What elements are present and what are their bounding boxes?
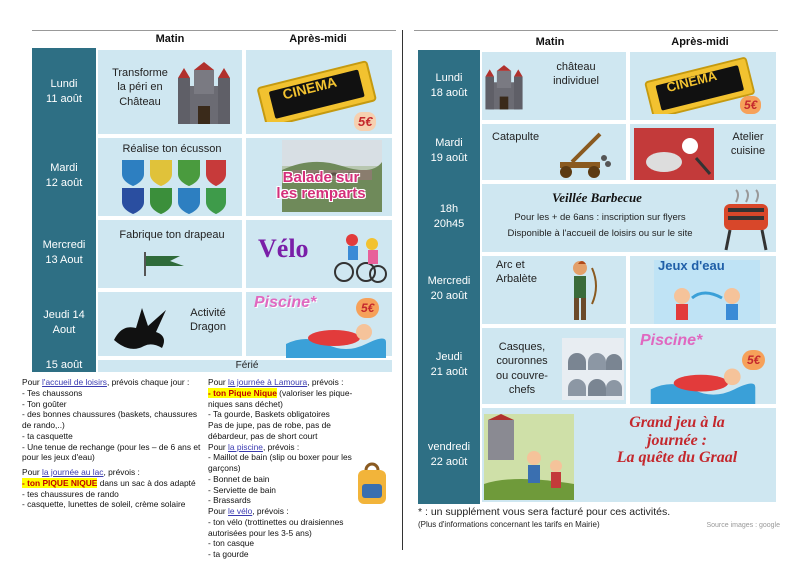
note-text: , prévois : bbox=[307, 377, 344, 387]
right-cell-mardi-apres bbox=[628, 122, 778, 182]
right-day-1: Lundi 18 août bbox=[418, 52, 480, 120]
left-cell-mardi-matin bbox=[96, 136, 244, 218]
note-item: - tes chaussures de rando bbox=[22, 488, 119, 499]
piscine-label: Piscine* bbox=[254, 294, 317, 311]
activity-label: Arc et Arbalète bbox=[496, 259, 537, 286]
right-day-3: 18h 20h45 bbox=[418, 182, 480, 252]
left-header-afternoon: Après-midi bbox=[289, 33, 347, 45]
notes-left bbox=[22, 377, 204, 510]
note-item: - casquette, lunettes de soleil, crème solaire bbox=[22, 499, 186, 510]
backpack-icon bbox=[352, 462, 392, 506]
piscine-label: Piscine* bbox=[640, 332, 703, 349]
price-badge: 5€ bbox=[356, 298, 379, 318]
left-day-5: 15 août bbox=[32, 358, 96, 372]
note-item: - Maillot de bain (slip ou boxer pour les garçons) bbox=[208, 452, 352, 473]
activity-label: Transforme la péri en Château bbox=[112, 67, 168, 108]
note-item: - Serviette de bain bbox=[208, 484, 276, 495]
activity-label: Activité Dragon bbox=[189, 307, 227, 334]
notes-mid bbox=[208, 377, 368, 560]
note-text: Pour bbox=[208, 506, 229, 516]
note-item: - ta casquette bbox=[22, 430, 73, 441]
note-highlight: - ton Pique Nique bbox=[208, 387, 277, 398]
right-header-morning: Matin bbox=[535, 36, 565, 48]
note-item: - Bonnet de bain bbox=[208, 473, 270, 484]
note-item: Pas de jupe, pas de robe, pas de débardeur, pas de short court bbox=[208, 420, 331, 441]
right-cell-lundi-matin bbox=[480, 50, 628, 122]
note-item: - Une tenue de rechange (pour les – de 6 ans et pour les jeux d'eau) bbox=[22, 441, 201, 463]
note-text: , prévois : bbox=[262, 441, 300, 452]
note-text: dans un sac à dos adapté bbox=[97, 477, 196, 488]
note-link: l'accueil de loisirs bbox=[42, 377, 107, 387]
note-item: - des bonnes chaussures (baskets, chaussures de rando,..) bbox=[22, 409, 198, 430]
veillee-line1: Pour les + de 6ans : inscription sur flyers bbox=[514, 212, 686, 223]
kids-bikes-icon bbox=[332, 228, 390, 284]
note-link: la journée à Lamoura bbox=[228, 377, 308, 387]
left-day-4: Jeudi 14 Aout bbox=[32, 290, 96, 356]
note-text: , prévois : bbox=[103, 467, 140, 477]
note-highlight: - ton PIQUE NIQUE bbox=[22, 477, 98, 488]
cinema-label: CINEMA bbox=[280, 73, 339, 103]
flag-icon bbox=[140, 250, 190, 278]
left-day-2: Mardi 12 août bbox=[32, 136, 96, 216]
activity-label: Atelier cuisine bbox=[730, 131, 766, 158]
note-item: - ta gourde bbox=[208, 549, 249, 559]
grand-jeu-label: Grand jeu à la journée : La quête du Graal bbox=[616, 414, 738, 467]
left-day-3: Mercredi 13 Aout bbox=[32, 218, 96, 288]
archer-icon bbox=[560, 258, 600, 324]
velo-label: Vélo bbox=[258, 234, 309, 263]
cinema-label: CINEMA bbox=[664, 68, 719, 95]
right-cell-mercredi-apres bbox=[628, 254, 778, 326]
left-cell-mercredi-matin bbox=[96, 218, 244, 290]
left-cell-mercredi-apres bbox=[244, 218, 394, 290]
right-day-5: Jeudi 21 août bbox=[418, 326, 480, 404]
image-source: Source images : google bbox=[706, 522, 780, 529]
knights-castle-icon bbox=[484, 414, 574, 500]
right-cell-veillee bbox=[480, 182, 778, 254]
left-cell-lundi-apres bbox=[244, 48, 394, 136]
left-header-morning: Matin bbox=[155, 33, 185, 45]
note-link: la piscine bbox=[228, 441, 263, 452]
price-badge: 5€ bbox=[742, 350, 765, 370]
cooking-icon bbox=[634, 128, 714, 180]
activity-label: Casques, couronnes ou couvre- chefs bbox=[496, 341, 548, 396]
note-item: - Ta gourde, Baskets obligatoires bbox=[208, 409, 330, 420]
activity-label: Catapulte bbox=[492, 131, 540, 143]
note-text: , prévois : bbox=[252, 506, 289, 516]
swimmer-icon bbox=[650, 358, 756, 404]
left-day-1: Lundi 11 août bbox=[32, 50, 96, 134]
swimmer-icon bbox=[286, 314, 386, 358]
right-cell-jeudi-matin bbox=[480, 326, 628, 406]
note-item: - ton casque bbox=[208, 538, 255, 549]
note-item: - Brassards bbox=[208, 495, 251, 506]
shields-icon bbox=[118, 158, 228, 216]
dragon-icon bbox=[108, 296, 174, 356]
helmets-icon bbox=[562, 338, 624, 400]
castle-icon bbox=[484, 62, 524, 114]
page-divider bbox=[402, 30, 403, 550]
note-item: - ton vélo (trottinettes ou draisiennes autorisées pour les 3-5 ans) bbox=[208, 516, 344, 538]
right-cell-jeudi-apres bbox=[628, 326, 778, 406]
note-text: (valoriser les pique-niques sans déchet) bbox=[208, 387, 353, 409]
catapult-icon bbox=[552, 128, 612, 180]
right-cell-lundi-apres bbox=[628, 50, 778, 122]
activity-label: Fabrique ton drapeau bbox=[119, 229, 225, 241]
left-cell-mardi-apres bbox=[244, 136, 394, 218]
note-text: , prévois chaque jour : bbox=[106, 377, 190, 387]
right-day-2: Mardi 19 août bbox=[418, 122, 480, 180]
left-cell-jeudi-apres bbox=[244, 290, 394, 358]
castle-icon bbox=[176, 62, 232, 126]
right-cell-mardi-matin bbox=[480, 122, 628, 182]
price-badge: 5€ bbox=[354, 112, 376, 131]
veillee-title: Veillée Barbecue bbox=[552, 190, 642, 205]
left-cell-jeudi-matin bbox=[96, 290, 244, 358]
right-header-afternoon: Après-midi bbox=[671, 36, 729, 48]
left-cell-lundi-matin bbox=[96, 48, 244, 136]
footnote-tarifs: (Plus d'informations concernant les tarifs en Mairie) bbox=[418, 520, 600, 529]
note-text: Pour bbox=[22, 377, 43, 387]
right-cell-vendredi bbox=[480, 406, 778, 504]
balade-label: Balade sur les remparts bbox=[276, 169, 366, 202]
footnote: * : un supplément vous sera facturé pour ces activités. bbox=[418, 506, 671, 518]
note-item: - Tes chaussons bbox=[22, 387, 83, 398]
note-text: Pour bbox=[22, 467, 43, 477]
right-cell-mercredi-matin bbox=[480, 254, 628, 326]
price-badge: 5€ bbox=[740, 96, 761, 114]
left-cell-ferie bbox=[96, 358, 394, 374]
jeux-deau-label: Jeux d'eau bbox=[658, 258, 725, 273]
note-text: Pour bbox=[208, 377, 229, 387]
right-day-6: vendredi 22 août bbox=[418, 406, 480, 504]
barbecue-icon bbox=[716, 188, 776, 252]
holiday-label: Férié bbox=[235, 360, 259, 371]
right-day-4: Mercredi 20 août bbox=[418, 254, 480, 324]
note-item: - Ton goûter bbox=[22, 398, 67, 409]
note-text: Pour bbox=[208, 441, 229, 452]
activity-label: château individuel bbox=[553, 61, 599, 88]
veillee-line2: Disponible à l'accueil de loisirs ou sur le site bbox=[507, 228, 693, 239]
note-link: le vélo bbox=[228, 506, 253, 516]
note-link: la journée au lac bbox=[42, 467, 104, 477]
activity-label: Réalise ton écusson bbox=[122, 143, 222, 155]
